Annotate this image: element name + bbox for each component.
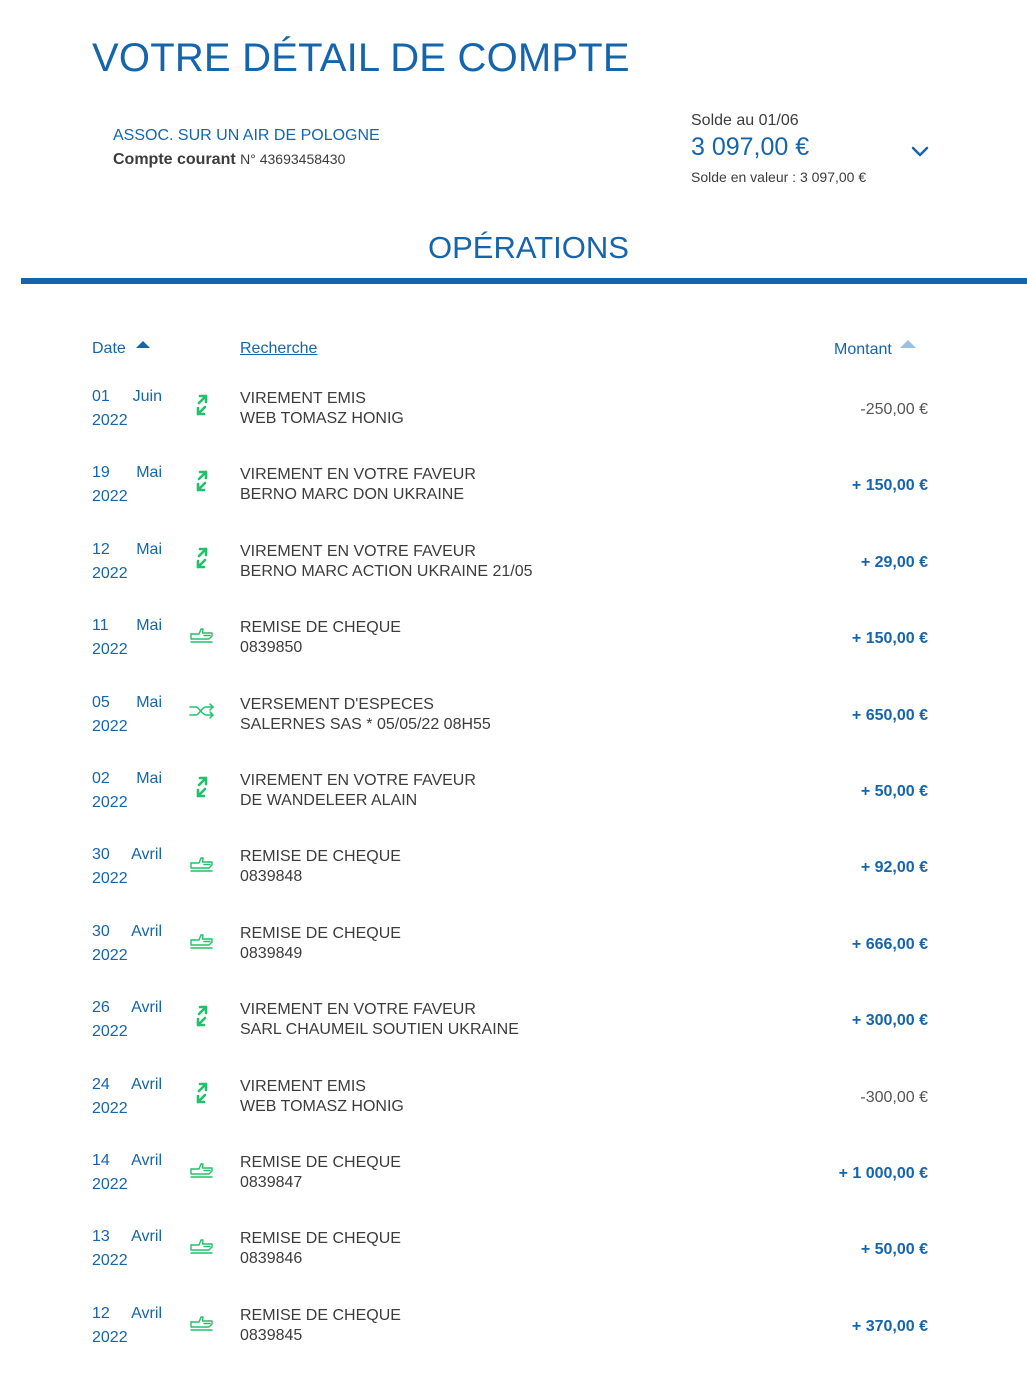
balance-amount: 3 097,00 € <box>691 133 810 161</box>
operation-label: REMISE DE CHEQUE <box>240 1306 401 1324</box>
sort-amount-header[interactable] <box>834 340 916 359</box>
transfer-icon <box>189 545 215 571</box>
operation-year: 2022 <box>92 641 128 659</box>
operation-detail: DE WANDELEER ALAIN <box>240 792 418 809</box>
page-title: VOTRE DÉTAIL DE COMPTE <box>92 36 630 80</box>
operation-month: Mai <box>136 464 162 482</box>
operation-amount: + 650,00 € <box>851 706 928 724</box>
operation-row[interactable] <box>0 770 1027 840</box>
operation-row[interactable] <box>0 388 1027 458</box>
operation-day: 30 <box>92 922 110 940</box>
operation-month: Mai <box>136 540 162 558</box>
balance-value-date: Solde en valeur : 3 097,00 € <box>691 169 867 185</box>
cheque-icon <box>189 1232 215 1258</box>
operation-amount: -300,00 € <box>860 1088 928 1106</box>
operation-amount: + 666,00 € <box>851 935 928 953</box>
operation-label: REMISE DE CHEQUE <box>240 848 401 866</box>
cheque-icon <box>189 621 215 647</box>
operation-amount: + 50,00 € <box>860 783 928 800</box>
operation-amount: + 92,00 € <box>860 859 928 877</box>
date-header-label: Date <box>92 340 126 357</box>
operation-detail: BERNO MARC ACTION UKRAINE 21/05 <box>240 562 533 580</box>
operation-detail: 0839850 <box>240 639 303 657</box>
operation-day: 11 <box>92 617 109 635</box>
operation-year: 2022 <box>92 1023 128 1041</box>
transfer-icon <box>189 1080 215 1106</box>
operation-detail: SARL CHAUMEIL SOUTIEN UKRAINE <box>240 1021 519 1039</box>
operation-detail: 0839849 <box>240 944 303 962</box>
operation-year: 2022 <box>92 1328 128 1346</box>
operation-year: 2022 <box>92 794 128 811</box>
operation-label: VIREMENT EMIS <box>240 1077 366 1095</box>
operation-amount: + 370,00 € <box>851 1317 928 1335</box>
operation-detail: 0839846 <box>240 1250 303 1268</box>
operation-row[interactable] <box>0 1228 1027 1298</box>
balance-label: Solde au 01/06 <box>691 112 799 129</box>
operation-label: REMISE DE CHEQUE <box>240 619 401 637</box>
operation-amount: + 1 000,00 € <box>838 1165 928 1182</box>
operation-row[interactable] <box>0 1305 1027 1375</box>
operation-row[interactable] <box>0 1152 1027 1222</box>
operation-row[interactable] <box>0 464 1027 534</box>
account-number: N° 43693458430 <box>240 151 346 167</box>
operation-year: 2022 <box>92 717 128 735</box>
operations-title: OPÉRATIONS <box>428 230 629 265</box>
transfer-icon <box>189 1003 215 1029</box>
operation-label: REMISE DE CHEQUE <box>240 1230 401 1248</box>
operation-amount: + 150,00 € <box>851 477 928 495</box>
operation-label: VIREMENT EMIS <box>240 390 366 407</box>
operation-label: REMISE DE CHEQUE <box>240 1154 401 1171</box>
account-type: Compte courant <box>113 151 236 168</box>
operation-day: 12 <box>92 1304 110 1322</box>
operation-year: 2022 <box>92 412 128 429</box>
operation-year: 2022 <box>92 870 128 888</box>
cheque-icon <box>189 927 215 953</box>
operation-day: 26 <box>92 999 110 1017</box>
sort-ascending-icon <box>136 341 150 348</box>
sort-inactive-icon <box>900 340 916 348</box>
operation-detail: SALERNES SAS * 05/05/22 08H55 <box>240 715 491 733</box>
operation-row[interactable] <box>0 617 1027 687</box>
operation-detail: WEB TOMASZ HONIG <box>240 1097 404 1115</box>
operation-month: Avril <box>131 922 162 940</box>
operation-label: VIREMENT EN VOTRE FAVEUR <box>240 772 476 789</box>
operation-day: 12 <box>92 540 110 558</box>
operation-detail: 0839848 <box>240 868 303 886</box>
section-divider <box>21 278 1027 284</box>
account-name: ASSOC. SUR UN AIR DE POLOGNE <box>113 127 380 144</box>
sort-date-header[interactable] <box>92 340 150 358</box>
operation-label: VERSEMENT D'ESPECES <box>240 695 434 713</box>
operation-amount: + 150,00 € <box>851 630 928 648</box>
chevron-down-icon[interactable] <box>908 140 932 164</box>
operation-year: 2022 <box>92 564 128 582</box>
operation-row[interactable] <box>0 1076 1027 1146</box>
operation-detail: 0839847 <box>240 1174 303 1191</box>
operation-row[interactable] <box>0 694 1027 764</box>
operation-day: 19 <box>92 464 110 482</box>
operation-amount: + 29,00 € <box>860 553 928 571</box>
operation-label: VIREMENT EN VOTRE FAVEUR <box>240 1001 476 1019</box>
operation-row[interactable] <box>0 541 1027 611</box>
operation-amount: -250,00 € <box>860 401 928 418</box>
operation-month: Avril <box>131 999 162 1017</box>
exchange-icon <box>189 698 215 724</box>
operation-day: 02 <box>92 770 110 787</box>
transfer-icon <box>189 774 215 800</box>
operation-month: Juin <box>132 388 162 405</box>
operation-row[interactable] <box>0 999 1027 1069</box>
operation-month: Mai <box>136 693 162 711</box>
cheque-icon <box>189 1309 215 1335</box>
operation-row[interactable] <box>0 846 1027 916</box>
operation-day: 05 <box>92 693 110 711</box>
operation-month: Avril <box>131 1304 162 1322</box>
operation-detail: BERNO MARC DON UKRAINE <box>240 486 465 504</box>
operation-month: Avril <box>131 1228 162 1246</box>
operation-detail: WEB TOMASZ HONIG <box>240 410 404 427</box>
operation-day: 24 <box>92 1075 110 1093</box>
cheque-icon <box>189 850 215 876</box>
operation-month: Avril <box>131 1075 162 1093</box>
operation-month: Mai <box>136 770 162 787</box>
operation-day: 01 <box>92 388 110 405</box>
operation-detail: 0839845 <box>240 1326 303 1344</box>
operation-month: Avril <box>131 846 162 864</box>
operation-day: 30 <box>92 846 110 864</box>
operation-day: 14 <box>92 1152 110 1169</box>
transfer-icon <box>189 392 215 418</box>
operation-year: 2022 <box>92 1252 128 1270</box>
operation-month: Avril <box>131 1152 162 1169</box>
operation-row[interactable] <box>0 923 1027 993</box>
transfer-icon <box>189 468 215 494</box>
operation-label: REMISE DE CHEQUE <box>240 924 401 942</box>
operation-month: Mai <box>136 617 162 635</box>
operation-label: VIREMENT EN VOTRE FAVEUR <box>240 466 476 484</box>
operation-day: 13 <box>92 1228 110 1246</box>
operation-year: 2022 <box>92 1176 128 1193</box>
cheque-icon <box>189 1156 215 1182</box>
operation-year: 2022 <box>92 488 128 506</box>
operation-amount: + 50,00 € <box>860 1241 928 1259</box>
operation-year: 2022 <box>92 1099 128 1117</box>
account-line <box>113 151 345 169</box>
operation-amount: + 300,00 € <box>851 1012 928 1030</box>
operation-label: VIREMENT EN VOTRE FAVEUR <box>240 542 476 560</box>
search-link[interactable]: Recherche <box>240 340 318 357</box>
amount-header-label: Montant <box>834 341 892 358</box>
operation-year: 2022 <box>92 946 128 964</box>
